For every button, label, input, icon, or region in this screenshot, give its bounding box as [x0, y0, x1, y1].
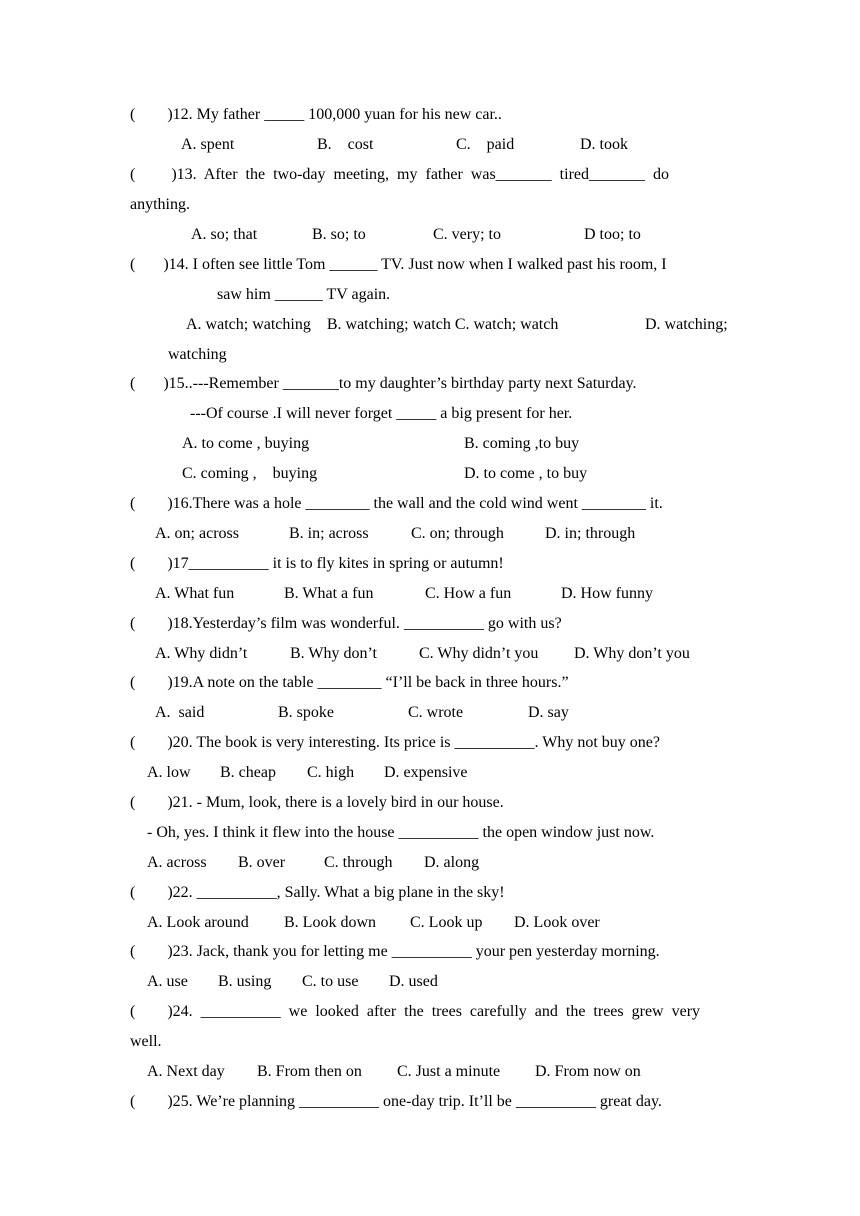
- question-23-stem: ( )23. Jack, thank you for letting me __________ your pen yesterday morning.: [130, 943, 660, 960]
- question-14-option-d: D. watching;: [645, 316, 728, 333]
- question-20-option-b: B. cheap: [220, 764, 276, 781]
- question-22-option-d: D. Look over: [514, 914, 600, 931]
- question-19-option-d: D. say: [528, 704, 569, 721]
- question-15-option-c: C. coming , buying: [182, 465, 318, 482]
- question-23-option-d: D. used: [389, 973, 438, 990]
- question-12-option-b: B. cost: [317, 136, 374, 153]
- question-24-option-b: B. From then on: [257, 1063, 362, 1080]
- question-15-stem: ( )15..---Remember _______to my daughter’s birthday party next Saturday.: [130, 375, 637, 392]
- question-24-stem-cont: well.: [130, 1033, 162, 1050]
- question-22-stem: ( )22. __________, Sally. What a big plane in the sky!: [130, 884, 505, 901]
- question-22-option-a: A. Look around: [147, 914, 249, 931]
- question-14-stem: ( )14. I often see little Tom ______ TV. Just now when I walked past his room, I: [130, 256, 667, 273]
- question-18-option-a: A. Why didn’t: [155, 645, 248, 662]
- question-19-stem: ( )19.A note on the table ________ “I’ll be back in three hours.”: [130, 674, 569, 691]
- question-24-option-c: C. Just a minute: [397, 1063, 501, 1080]
- question-16-option-a: A. on; across: [155, 525, 239, 542]
- question-17-option-d: D. How funny: [561, 585, 653, 602]
- question-24-option-d: D. From now on: [535, 1063, 641, 1080]
- question-15-option-d: D. to come , to buy: [464, 465, 588, 482]
- question-21-stem: ( )21. - Mum, look, there is a lovely bird in our house.: [130, 794, 504, 811]
- question-20-option-c: C. high: [307, 764, 355, 781]
- question-22-option-b: B. Look down: [284, 914, 376, 931]
- question-19-option-a: A. said: [155, 704, 205, 721]
- question-12-option-d: D. took: [580, 136, 628, 153]
- question-21-option-d: D. along: [424, 854, 480, 871]
- question-18-option-c: C. Why didn’t you: [419, 645, 539, 662]
- question-18-option-d: D. Why don’t you: [574, 645, 690, 662]
- question-13-option-a: A. so; that: [191, 226, 258, 243]
- question-16-stem: ( )16.There was a hole ________ the wall and the cold wind went ________ it.: [130, 495, 663, 512]
- question-14-option-d-cont: watching: [168, 346, 227, 363]
- question-16-option-b: B. in; across: [289, 525, 369, 542]
- question-16-option-d: D. in; through: [545, 525, 636, 542]
- question-17-option-a: A. What fun: [155, 585, 235, 602]
- question-24-option-a: A. Next day: [147, 1063, 225, 1080]
- question-14-stem-cont: saw him ______ TV again.: [217, 286, 391, 303]
- question-12-option-c: C. paid: [456, 136, 515, 153]
- question-15-option-b: B. coming ,to buy: [464, 435, 580, 452]
- question-21-stem-cont: - Oh, yes. I think it flew into the house __________ the open window just now.: [147, 824, 655, 841]
- question-20-option-d: D. expensive: [384, 764, 468, 781]
- question-19-option-b: B. spoke: [278, 704, 334, 721]
- question-17-option-b: B. What a fun: [284, 585, 374, 602]
- question-21-option-a: A. across: [147, 854, 207, 871]
- question-15-stem-cont: ---Of course .I will never forget _____ a big present for her.: [190, 405, 573, 422]
- question-12-stem: ( )12. My father _____ 100,000 yuan for his new car..: [130, 106, 502, 123]
- question-20-option-a: A. low: [147, 764, 191, 781]
- question-13-option-b: B. so; to: [312, 226, 366, 243]
- question-15-option-a: A. to come , buying: [182, 435, 310, 452]
- question-18-option-b: B. Why don’t: [290, 645, 377, 662]
- question-20-stem: ( )20. The book is very interesting. Its price is __________. Why not buy one?: [130, 734, 660, 751]
- question-24-stem: ( )24. __________ we looked after the trees carefully and the trees grew very: [130, 1003, 701, 1020]
- question-23-option-a: A. use: [147, 973, 188, 990]
- question-21-option-c: C. through: [324, 854, 393, 871]
- question-16-option-c: C. on; through: [411, 525, 504, 542]
- question-25-stem: ( )25. We’re planning __________ one-day trip. It’ll be __________ great day.: [130, 1093, 662, 1110]
- question-12-option-a: A. spent: [181, 136, 235, 153]
- question-17-option-c: C. How a fun: [425, 585, 512, 602]
- question-13-stem-cont: anything.: [130, 196, 190, 213]
- question-13-stem: ( )13. After the two-day meeting, my father was_______ tired_______ do: [130, 166, 669, 183]
- question-13-option-c: C. very; to: [433, 226, 501, 243]
- question-14-options: A. watch; watching B. watching; watch C. watch; watch: [186, 316, 559, 333]
- question-18-stem: ( )18.Yesterday’s film was wonderful. __________ go with us?: [130, 615, 562, 632]
- question-22-option-c: C. Look up: [410, 914, 483, 931]
- question-21-option-b: B. over: [238, 854, 286, 871]
- question-13-option-d: D too; to: [584, 226, 641, 243]
- question-19-option-c: C. wrote: [408, 704, 464, 721]
- question-17-stem: ( )17__________ it is to fly kites in spring or autumn!: [130, 555, 504, 572]
- question-23-option-b: B. using: [218, 973, 272, 990]
- question-23-option-c: C. to use: [302, 973, 359, 990]
